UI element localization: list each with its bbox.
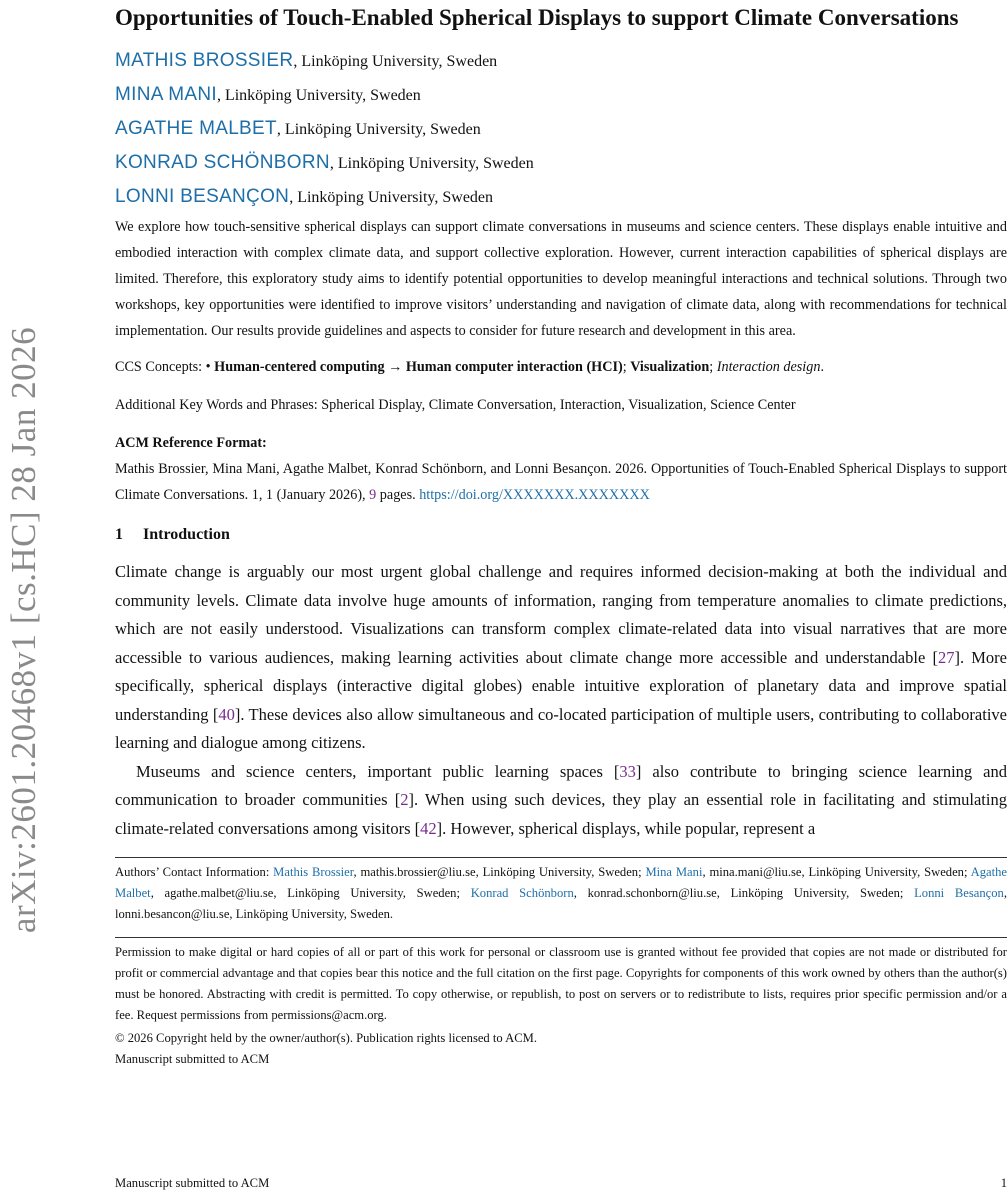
contact-author-link[interactable]: Konrad Schönborn xyxy=(470,886,574,900)
page-number: 1 xyxy=(1000,1176,1007,1190)
reference-format xyxy=(115,456,1007,508)
permission-divider xyxy=(115,937,1007,938)
author-affiliation: , Linköping University, Sweden xyxy=(329,155,534,172)
citation-link[interactable]: 2 xyxy=(400,790,409,809)
arxiv-identifier: arXiv:2601.20468v1 [cs.HC] 28 Jan 2026 xyxy=(4,326,43,934)
permission-notice: Permission to make digital or hard copies of all or part of this work for personal or classroom use is granted without fee provided that copies are not made or distributed for profit or commercial advantage and that copies bear this notice and the full citation on the first page. Copyrights for components of this work owned by others than the author(s) must be honored. Abstracting with credit is permitted. To copy otherwise, or republish, to post on servers or to redistribute to lists, requires prior specific permission and/or a fee. Request permissions from permissions@acm.org. xyxy=(115,945,1007,1022)
body-text: Museums and science centers, important public learning spaces [ xyxy=(136,761,620,781)
citation-link[interactable]: 33 xyxy=(619,761,636,781)
paper-page xyxy=(115,0,1007,1070)
page-footer xyxy=(115,1174,1007,1192)
section-number: 1 xyxy=(115,526,123,543)
author-entry xyxy=(115,180,1007,214)
ccs-prefix: CCS Concepts: • xyxy=(115,359,215,375)
body-text: ] also contribute to bringing science learning and communication to broader communities [ xyxy=(115,761,1007,809)
contact-author-link[interactable]: Mina Mani xyxy=(645,865,703,879)
body-text: ]. However, spherical displays, while popular, represent a xyxy=(436,818,816,838)
author-affiliation: , Linköping University, Sweden xyxy=(216,87,421,104)
author-entry xyxy=(115,112,1007,146)
footnote-divider xyxy=(115,857,1007,858)
author-list xyxy=(115,44,1007,214)
contact-detail: , agathe.malbet@liu.se, Linköping University, Sweden; xyxy=(150,886,471,900)
footer-manuscript: Manuscript submitted to ACM xyxy=(115,1176,270,1190)
citation-link[interactable]: 27 xyxy=(937,647,955,667)
author-entry xyxy=(115,146,1007,180)
ccs-concept-visualization: Visualization xyxy=(630,359,710,375)
manuscript-note: Manuscript submitted to ACM xyxy=(115,1052,270,1066)
reference-text: pages. xyxy=(376,487,420,503)
author-affiliation: , Linköping University, Sweden xyxy=(289,189,494,206)
author-name-link[interactable]: LONNI BESANÇON xyxy=(115,186,290,207)
ccs-concept-interaction-design: Interaction design xyxy=(716,359,821,375)
body-text: ]. When using such devices, they play an essential role in facilitating and stimulating climate-related conversations among visitors [ xyxy=(115,790,1007,838)
author-name-link[interactable]: MATHIS BROSSIER xyxy=(115,50,294,71)
reference-text: Mathis Brossier, Mina Mani, Agathe Malbet, Konrad Schönborn, and Lonni Besançon. 2026. Opportunities of Touch-Enabled Spherical Displays to support Climate Conversations. 1, 1 (January 2026), xyxy=(115,461,1007,503)
arxiv-sidebar xyxy=(0,250,48,1010)
citation-link[interactable]: 40 xyxy=(218,704,235,724)
author-affiliation: , Linköping University, Sweden xyxy=(293,53,498,70)
contact-information xyxy=(115,862,1007,925)
ccs-concepts xyxy=(115,354,1007,380)
body-text: Climate change is arguably our most urgent global challenge and requires informed decision-making at both the individual and community levels. Climate data involve huge amounts of information, ranging from temperature anomalies to climate predictions, which are not easily understood. Visualizations can transform complex climate-related data into visual narratives that are more accessible to various audiences, making learning activities about climate change more accessible and understandable [ xyxy=(115,562,1007,667)
introduction-body xyxy=(115,558,1007,843)
contact-detail: , mathis.brossier@liu.se, Linköping University, Sweden; xyxy=(353,865,646,879)
pages-link[interactable]: 9 xyxy=(369,487,377,503)
author-entry xyxy=(115,44,1007,78)
author-name-link[interactable]: KONRAD SCHÖNBORN xyxy=(115,152,330,173)
contact-detail: , lonni.besancon@liu.se, Linköping University, Sweden. xyxy=(115,886,1007,921)
section-heading xyxy=(115,522,1007,548)
ccs-separator: ; xyxy=(622,359,631,375)
abstract: We explore how touch-sensitive spherical displays can support climate conversations in museums and science centers. These displays enable intuitive and embodied interaction with complex climate data, and support collective exploration. However, current interaction capabilities of spherical displays are limited. Therefore, this exploratory study aims to identify potential opportunities to develop meaningful interactions and technical solutions. Through two workshops, key opportunities were identified to improve visitors’ understanding and navigation of climate data, along with recommendations for technical implementation. Our results provide guidelines and aspects to consider for future research and development in this area. xyxy=(115,219,1007,339)
contact-author-link[interactable]: Mathis Brossier xyxy=(273,865,354,879)
body-text: ]. These devices also allow simultaneous and co-located participation of multiple users, contributing to collaborative learning and dialogue among citizens. xyxy=(115,704,1007,752)
section-title: Introduction xyxy=(143,526,230,543)
author-name-link[interactable]: MINA MANI xyxy=(115,84,217,105)
intro-paragraph-1 xyxy=(115,558,1007,758)
contact-detail: , konrad.schonborn@liu.se, Linköping University, Sweden; xyxy=(573,886,915,900)
keywords: Additional Key Words and Phrases: Spherical Display, Climate Conversation, Interaction, Visualization, Science Center xyxy=(115,397,796,413)
ccs-separator: ; xyxy=(709,359,717,375)
ccs-end: . xyxy=(820,359,824,375)
contact-author-link[interactable]: Lonni Besançon xyxy=(914,886,1004,900)
author-affiliation: , Linköping University, Sweden xyxy=(276,121,481,138)
citation-link[interactable]: 42 xyxy=(420,818,437,838)
contact-detail: , mina.mani@liu.se, Linköping University, Sweden; xyxy=(702,865,971,879)
body-text: ]. More specifically, spherical displays (interactive digital globes) enable intuitive exploration of planetary data and improve spatial understanding [ xyxy=(115,647,1007,724)
contact-author-link[interactable]: Agathe Malbet xyxy=(115,865,1007,900)
author-name-link[interactable]: AGATHE MALBET xyxy=(115,118,277,139)
paper-title: Opportunities of Touch-Enabled Spherical Displays to support Climate Conversations xyxy=(115,5,959,30)
doi-link[interactable]: https://doi.org/XXXXXXX.XXXXXXX xyxy=(419,487,650,503)
intro-paragraph-2 xyxy=(115,758,1007,844)
contact-prefix: Authors’ Contact Information: xyxy=(115,865,274,879)
author-entry xyxy=(115,78,1007,112)
ccs-concept-hci: Human-centered computing → Human computer interaction (HCI) xyxy=(214,359,623,375)
reference-format-heading: ACM Reference Format: xyxy=(115,435,267,451)
copyright-notice: © 2026 Copyright held by the owner/author(s). Publication rights licensed to ACM. xyxy=(115,1031,537,1045)
